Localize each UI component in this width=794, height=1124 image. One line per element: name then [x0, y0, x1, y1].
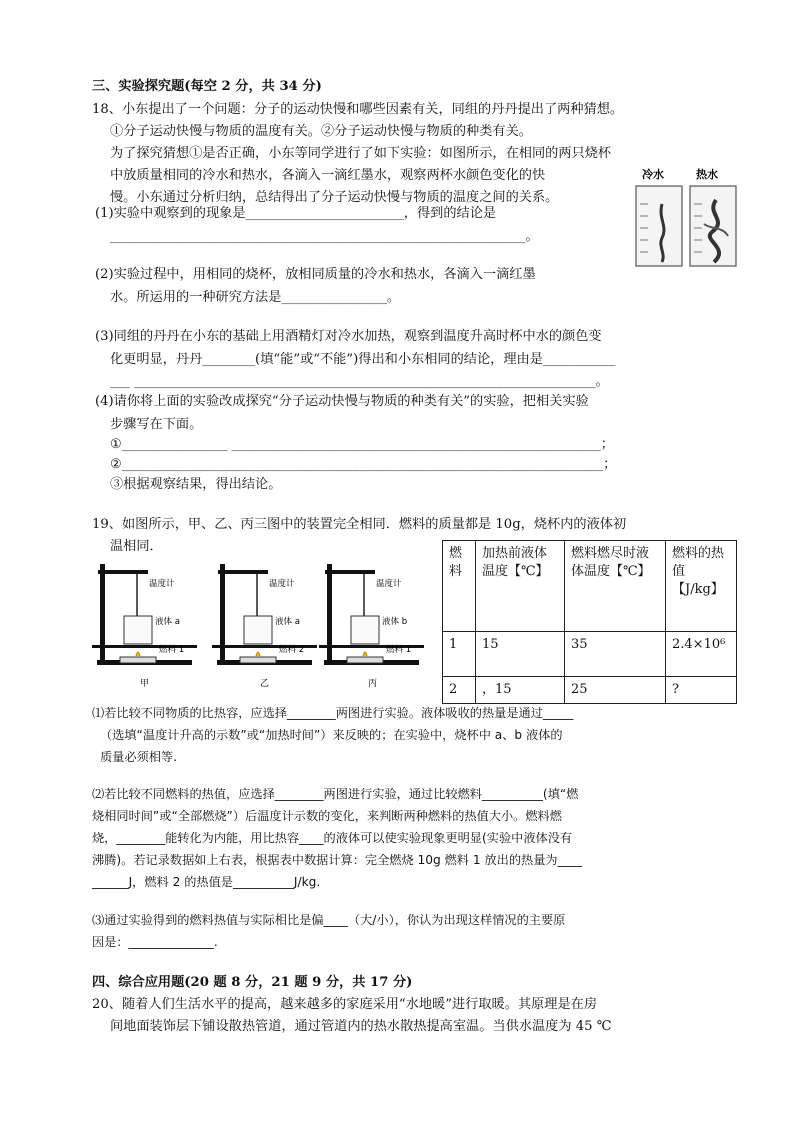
- caption-bing: 丙: [368, 679, 378, 689]
- label-fuel1-bing: 燃料 1: [386, 645, 412, 655]
- label-fuel1-jia: 燃料 1: [159, 645, 185, 655]
- q18-part2-b: 水。所运用的一种研究方法是________________。: [110, 290, 401, 305]
- q19-part3-a: ⑶通过实验得到的燃料热值与实际相比是偏____（大/小），你认为出现这样情况的主要原: [92, 913, 566, 927]
- q18-line3: 为了探究猜想①是否正确，小东等同学进行了如下实验：如图所示，在相同的两只烧杯: [110, 146, 612, 161]
- q19-part2-a: ⑵若比较不同燃料的热值，应选择________两图进行实验，通过比较燃料__________(填“燃: [92, 787, 579, 801]
- q18-line4: 中放质量相同的冷水和热水，各滴入一滴红墨水，观察两杯水颜色变化的快: [110, 168, 546, 183]
- setup-jia: [92, 564, 197, 689]
- table-header-row: [443, 541, 737, 632]
- q18-line2: ①分子运动快慢与物质的温度有关。②分子运动快慢与物质的种类有关。: [110, 124, 532, 139]
- q18-line1: 18、小东提出了一个问题：分子的运动快慢和哪些因素有关，同组的丹丹提出了两种猜想。: [92, 102, 624, 117]
- q20-line1: 20、随着人们生活水平的提高，越来越多的家庭采用“水地暖”进行取暖。其原理是在房: [92, 997, 598, 1012]
- q18-part4-b: 步骤写在下面。: [110, 417, 203, 432]
- th-heat-value: 燃料的热值【J/kg】: [666, 541, 737, 632]
- section3-heading: 三、实验探究题(每空 2 分，共 34 分): [92, 79, 322, 94]
- q19-part1-c: 质量必须相等.: [100, 750, 177, 764]
- q18-part2-a: (2)实验过程中，用相同的烧杯，放相同质量的冷水和热水，各滴入一滴红墨: [95, 267, 536, 282]
- label-liquid-b-bing: 液体 b: [382, 617, 408, 627]
- q19-part3-b: 因是：______________.: [92, 935, 218, 949]
- label-thermo-bing: 温度计: [376, 579, 402, 589]
- setup-yi: [212, 564, 317, 689]
- th-fuel: 燃料: [443, 541, 476, 632]
- q19-line1: 19、如图所示，甲、乙、丙三图中的装置完全相同．燃料的质量都是 10g，烧杯内的液体初: [92, 517, 627, 532]
- cell-r1-after: 35: [565, 632, 666, 677]
- cell-r2-after: 25: [565, 677, 666, 704]
- label-thermo-jia: 温度计: [149, 579, 175, 589]
- q18-part1-b: _______________________________________________________________。: [110, 229, 539, 244]
- label-thermo-yi: 温度计: [269, 579, 295, 589]
- q18-part1-a: (1)实验中观察到的现象是________________________，得到的结论是: [95, 206, 497, 221]
- q18-step3: ③根据观察结果，得出结论。: [110, 477, 282, 492]
- q18-step1: ①________________ ________________________________________________________；: [110, 437, 614, 452]
- section4-heading: 四、综合应用题(20 题 8 分，21 题 9 分，共 17 分): [92, 975, 413, 990]
- q18-line5: 慢。小东通过分析归纳，总结得出了分子运动快慢与物质的温度之间的关系。: [110, 190, 559, 205]
- label-liquid-a-jia: 液体 a: [155, 617, 180, 627]
- fig-hot-label: 热水: [696, 168, 718, 181]
- q18-part4-a: (4)请你将上面的实验改成探究“分子运动快慢与物质的种类有关”的实验，把相关实验: [95, 394, 589, 409]
- q19-line2: 温相同．: [110, 539, 163, 554]
- cell-r2-heat-value: ?: [666, 677, 737, 704]
- th-before-temp: 加热前液体温度【℃】: [476, 541, 565, 632]
- cell-r1-fuel: 1: [443, 632, 476, 677]
- q19-part2-c: 烧，________能转化为内能，用比热容____的液体可以使实验现象更明显(实验中液体没有: [92, 831, 573, 845]
- caption-jia: 甲: [140, 679, 150, 689]
- q20-line2: 间地面装饰层下铺设散热管道，通过管道内的热水散热提高室温。当供水温度为 45 ℃: [110, 1019, 612, 1034]
- beaker-figure: [632, 164, 742, 274]
- cell-r1-heat-value: 2.4×10⁶: [666, 632, 737, 677]
- label-liquid-a-yi: 液体 a: [275, 617, 300, 627]
- q18-part3-a: (3)同组的丹丹在小东的基础上用酒精灯对冷水加热，观察到温度升高时杯中水的颜色变: [95, 329, 602, 344]
- cell-r2-before: ，15: [476, 677, 565, 704]
- th-after-temp: 燃料燃尽时液体温度【℃】: [565, 541, 666, 632]
- table-row: [443, 632, 737, 677]
- q18-part3-b: 化更明显，丹丹________(填“能”或“不能”)得出和小东相同的结论，理由是___________: [110, 352, 616, 367]
- setup-bing: [319, 564, 424, 689]
- q19-part1-a: ⑴若比较不同物质的比热容，应选择________两图进行实验。液体吸收的热量是通过_____: [92, 706, 574, 720]
- apparatus-figure: [92, 560, 437, 690]
- table-row: [443, 677, 737, 704]
- label-fuel2-yi: 燃料 2: [279, 645, 305, 655]
- caption-yi: 乙: [260, 679, 270, 689]
- q19-part1-b: （选填“温度计升高的示数”或“加热时间”）来反映的；在实验中，烧杯中 a、b 液体的: [100, 728, 563, 742]
- fuel-data-table: [442, 540, 737, 704]
- cell-r2-fuel: 2: [443, 677, 476, 704]
- fig-cold-label: 冷水: [642, 168, 664, 181]
- q19-part2-b: 烧相同时间”或“全部燃烧”）后温度计示数的变化，来判断两种燃料的热值大小。燃料燃: [92, 809, 562, 823]
- cell-r1-before: 15: [476, 632, 565, 677]
- q19-part2-d: 沸腾)。若记录数据如上右表，根据表中数据计算：完全燃烧 10g 燃料 1 放出的热量为____: [92, 853, 582, 867]
- q18-step2: ②_________________________________________________________________________；: [110, 457, 617, 472]
- q18-part3-c: ___ ______________________________________________________________________。: [110, 374, 609, 389]
- q19-part2-e: ______J，燃料 2 的热值是__________J/kg.: [92, 875, 321, 889]
